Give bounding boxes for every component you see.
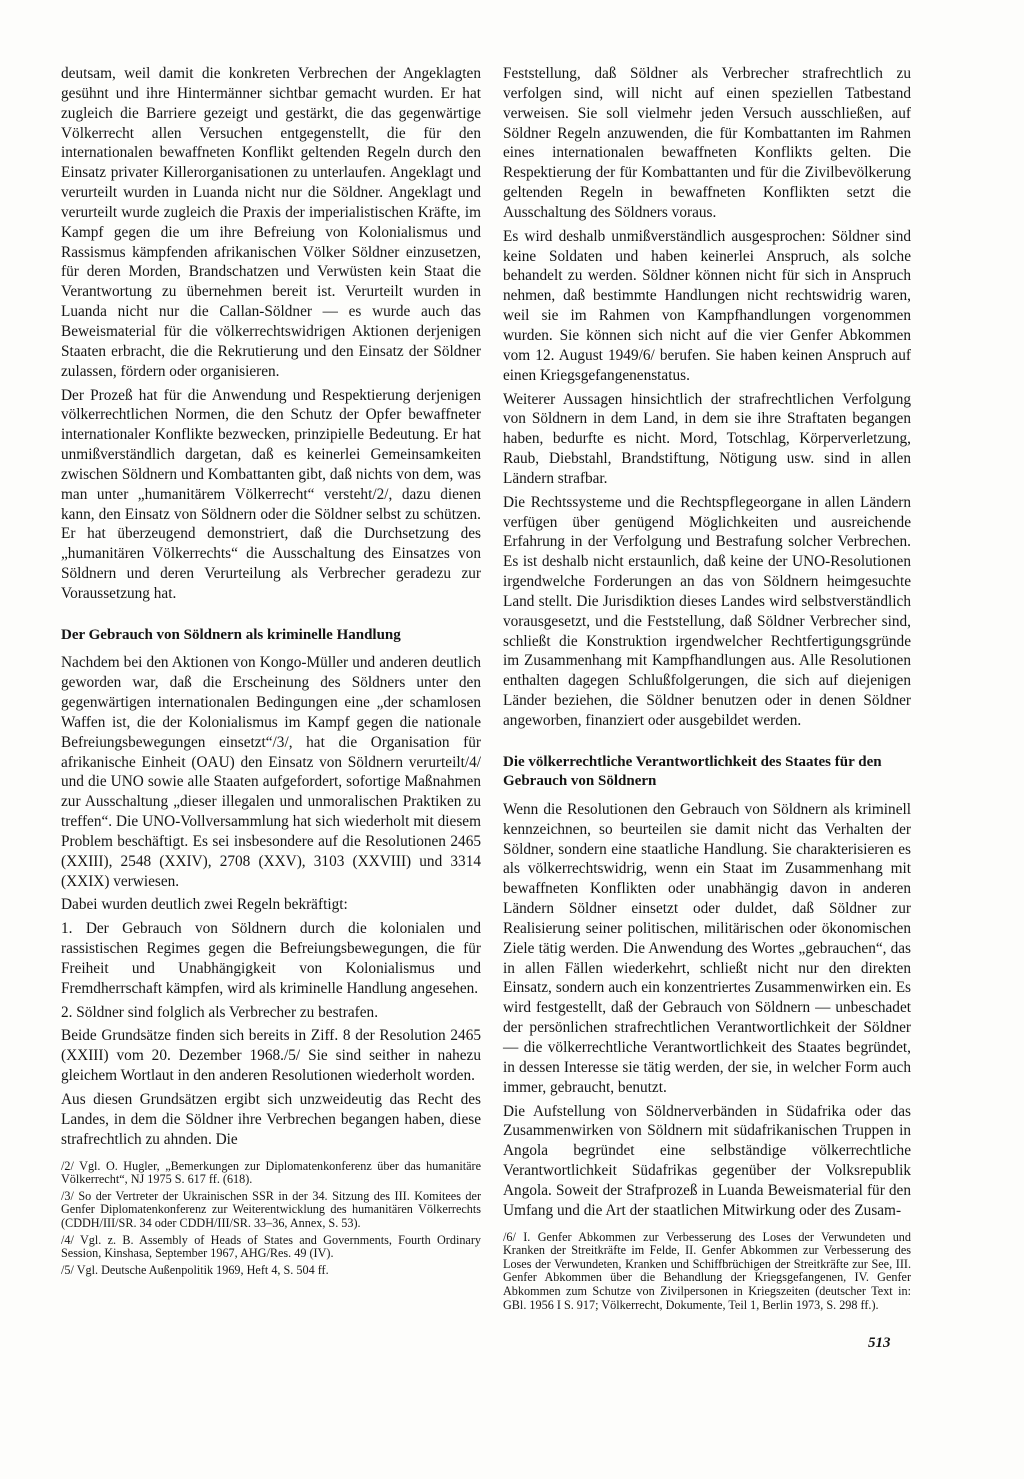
footnote: /4/ Vgl. z. B. Assembly of Heads of States and Governments, Fourth Ordinary Session, Kinshasa, September 1967, AHG/Res. 49 (IV). [61,1232,481,1261]
list-item: 1. Der Gebrauch von Söldnern durch die kolonialen und rassistischen Regimes gegen die Befreiungsbewegungen, die für Freiheit und Unabhängigkeit von Kolonialismus und Fremdherrschaft kämpfen, wird als kriminelle Handlung angesehen. [61,920,481,997]
paragraph: deutsam, weil damit die konkreten Verbrechen der Angeklagten gesühnt und ihre Hintermänner sichtbar gemacht wurden. Er hat zugleich die Barriere gezeigt und gestärkt, die das gegenwärtige Völkerrecht allen Versuchen entgegenstellt, die für den internationalen bewaffneten Konflikt geltenden Regeln durch den Einsatz privater Killerorganisationen zu unterlaufen. Angeklagt und verurteilt wurden in Luanda nicht nur die Söldner. Angeklagt und verurteilt wurde zugleich die Praxis der imperialistischen Kräfte, im Kampf gegen die um ihre Befreiung von Kolonialismus und Rassismus kämpfenden afrikanischen Völker Söldner einzusetzen, für deren Morden, Brandschatzen und Verwüsten kein Staat die Verantwortung zu übernehmen bereit ist. Verurteilt wurden in Luanda nicht nur die Callan-Söldner — es wurde auch das Beweismaterial für die völkerrechtswidrigen Aktionen derjenigen Staaten erbracht, die die Rekrutierung und den Einsatz der Söldner zulassen, fördern oder organisieren. [61,65,481,380]
paragraph: Beide Grundsätze finden sich bereits in Ziff. 8 der Resolution 2465 (XXIII) vom 20. Dezember 1968./5/ Sie sind seither in nahezu gleichem Wortlaut in den anderen Resolutionen wiederholt worden. [61,1027,481,1085]
footnotes [503,1231,911,1313]
paragraph: Aus diesen Grundsätzen ergibt sich unzweideutig das Recht des Landes, in dem die Söldner ihre Verbrechen begangen haben, diese strafrechtlich zu ahnden. Die [61,1091,481,1148]
left-column [61,64,481,1280]
list-item: 2. Söldner sind folglich als Verbrecher zu bestrafen. [61,1003,379,1021]
page-number: 513 [868,1335,891,1351]
paragraph: Der Prozeß hat für die Anwendung und Respektierung derjenigen völkerrechtlichen Normen, die den Schutz der Opfer bewaffneter internationaler Konflikte bezwecken, prinzipielle Bedeutung. Er hat unmißverständlich dargetan, daß es keinerlei Gemeinsamkeiten zwischen Söldnern und Kombattanten gibt, daß nichts von dem, was man unter „humanitärem Völkerrecht“ versteht/2/, dazu dienen kann, den Einsatz von Söldnern oder die Söldner selbst zu schützen. Er hat überzeugend demonstriert, daß die Durchsetzung des „humanitären Völkerrechts“ die Ausschaltung des Einsatzes von Söldnern und deren Verurteilung als Verbrecher geradezu zur Voraussetzung hat. [61,386,481,602]
section-heading: Der Gebrauch von Söldnern als kriminelle Handlung [61,626,401,643]
footnote: /6/ I. Genfer Abkommen zur Verbesserung des Loses der Verwundeten und Kranken der Streitkräfte im Felde, II. Genfer Abkommen zur Verbesserung des Loses der Verwundeten, Kranken und Schiffbrüchigen der Streitkräfte zur See, III. Genfer Abkommen über die Behandlung der Kriegsgefangenen, IV. Genfer Abkommen zum Schutze von Zivilpersonen in Kriegszeiten (deutscher Text in: GBl. 1956 I S. 917; Völkerrecht, Dokumente, Teil 1, Berlin 1973, S. 298 ff.). [503,1229,911,1312]
paragraph: Es wird deshalb unmißverständlich ausgesprochen: Söldner sind keine Soldaten und haben keinerlei Anspruch, als solche behandelt zu werden. Söldner können nicht für sich in Anspruch nehmen, daß bestimmte Handlungen nicht rechtswidrig waren, weil sie im Rahmen von Kampfhandlungen vorgenommen wurden. Sie können sich nicht auf die vier Genfer Abkommen vom 12. August 1949/6/ berufen. Sie haben keinen Anspruch auf einen Kriegsgefangenenstatus. [503,227,911,384]
footnote: /3/ So der Vertreter der Ukrainischen SSR in der 34. Sitzung des III. Komitees der Genfer Diplomatenkonferenz zur Weiterentwicklung des humanitären Völkerrechts (CDDH/III/SR. 34 oder CDDH/III/SR. 33–36, Annex, S. 53). [61,1188,481,1230]
footnotes [61,1160,481,1278]
right-column [503,64,911,1315]
paragraph: Nachdem bei den Aktionen von Kongo-Müller und anderen deutlich geworden war, daß die Erscheinung des Söldners unter den gegenwärtigen internationalen Bedingungen eine „der schamlosen Waffen ist, die der Kolonialismus im Kampf gegen die nationale Befreiungsbewegungen einsetzt“/3/, hat die Organisation für afrikanische Einheit (OAU) den Einsatz von Söldnern verurteilt/4/ und die UNO sowie alle Staaten aufgefordert, sofortige Maßnahmen zur Ausschaltung „dieser illegalen und unmoralischen Praktiken zu treffen“. Die UNO-Vollversammlung hat sich wiederholt mit diesem Problem beschäftigt. Es sei insbesondere auf die Resolutionen 2465 (XXIII), 2548 (XXIV), 2708 (XXV), 3103 (XXVIII) und 3314 (XXIX) verwiesen. [61,654,481,890]
footnote: /2/ Vgl. O. Hugler, „Bemerkungen zur Diplomatenkonferenz über das humanitäre Völkerrecht“, NJ 1975 S. 617 ff. (618). [61,1158,481,1187]
section-heading: Die völkerrechtliche Verantwortlichkeit des Staates für den Gebrauch von Söldnern [503,753,882,790]
paragraph: Die Aufstellung von Söldnerverbänden in Südafrika oder das Zusammenwirken von Söldnern mit südafrikanischen Truppen in Angola begründet eine selbständige völkerrechtliche Verantwortlichkeit Südafrikas gegenüber der Volksrepublik Angola. Soweit der Strafprozeß in Luanda Beweismaterial für den Umfang und die Art der staatlichen Mitwirkung oder des Zusam- [503,1102,911,1219]
paragraph: Wenn die Resolutionen den Gebrauch von Söldnern als kriminell kennzeichnen, so beurteilen sie damit nicht das Verhalten der Söldner, sondern eine staatliche Handlung. Sie charakterisieren es als völkerrechtswidrig, wenn ein Staat im Zusammenhang mit bewaffneten Konflikten oder unabhängig davon in anderen Ländern Söldner einsetzt oder duldet, daß Söldner zur Realisierung seiner politischen, militärischen oder ökonomischen Ziele tätig werden. Die Anwendung des Wortes „gebrauchen“, das in allen Fällen wiederkehrt, schließt nicht nur den direkten Einsatz, sondern auch ein konzentriertes Zusammenwirken ein. Es wird festgestellt, daß der Gebrauch von Söldnern — unbeschadet der persönlichen strafrechtlichen Verantwortlichkeit der Söldner — die völkerrechtliche Verantwortlichkeit des Staates begründet, in dessen Interesse sie tätig werden, der sie, in welcher Form auch immer, gebraucht, benutzt. [503,800,911,1096]
paragraph: Die Rechtssysteme und die Rechtspflegeorgane in allen Ländern verfügen über genügend Möglichkeiten und ausreichende Erfahrung in der Verfolgung und Bestrafung solcher Verbrechen. Es ist deshalb nicht erstaunlich, daß keine der UNO-Resolutionen irgendwelche Forderungen an das von Söldnern heimgesuchte Land stellt. Die Jurisdiktion dieses Landes wird selbstverständlich vorausgesetzt, und die Feststellung, daß Söldner Verbrecher sind, schließt die Konstruktion irgendwelcher Rechtfertigungsgründe im Zusammenhang mit Kampfhandlungen aus. Alle Resolutionen enthalten dagegen Schlußfolgerungen, die sich auf diejenigen Länder beziehen, die Söldner benutzen oder in denen Söldner angeworben, finanziert oder ausgebildet werden. [503,493,911,729]
paragraph: Weiterer Aussagen hinsichtlich der strafrechtlichen Verfolgung von Söldnern in dem Land, in dem sie ihre Straftaten begangen haben, bedurfte es nicht. Mord, Totschlag, Körperverletzung, Raub, Diebstahl, Brandstiftung, Nötigung usw. sind in allen Ländern strafbar. [503,390,911,487]
paragraph: Feststellung, daß Söldner als Verbrecher strafrechtlich zu verfolgen sind, will nicht auf einen speziellen Tatbestand verweisen. Sie soll vielmehr jeden Versuch ausschließen, auf Söldner Regeln anzuwenden, die für Kombattanten im Rahmen eines internationalen bewaffneten Konflikts gelten. Die Respektierung der für Kombattanten und für die Zivilbevölkerung geltenden Regeln in bewaffneten Konflikten setzt die Ausschaltung des Söldners voraus. [503,65,911,221]
paragraph: Dabei wurden deutlich zwei Regeln bekräftigt: [61,896,348,914]
footnote: /5/ Vgl. Deutsche Außenpolitik 1969, Heft 4, S. 504 ff. [61,1262,329,1277]
